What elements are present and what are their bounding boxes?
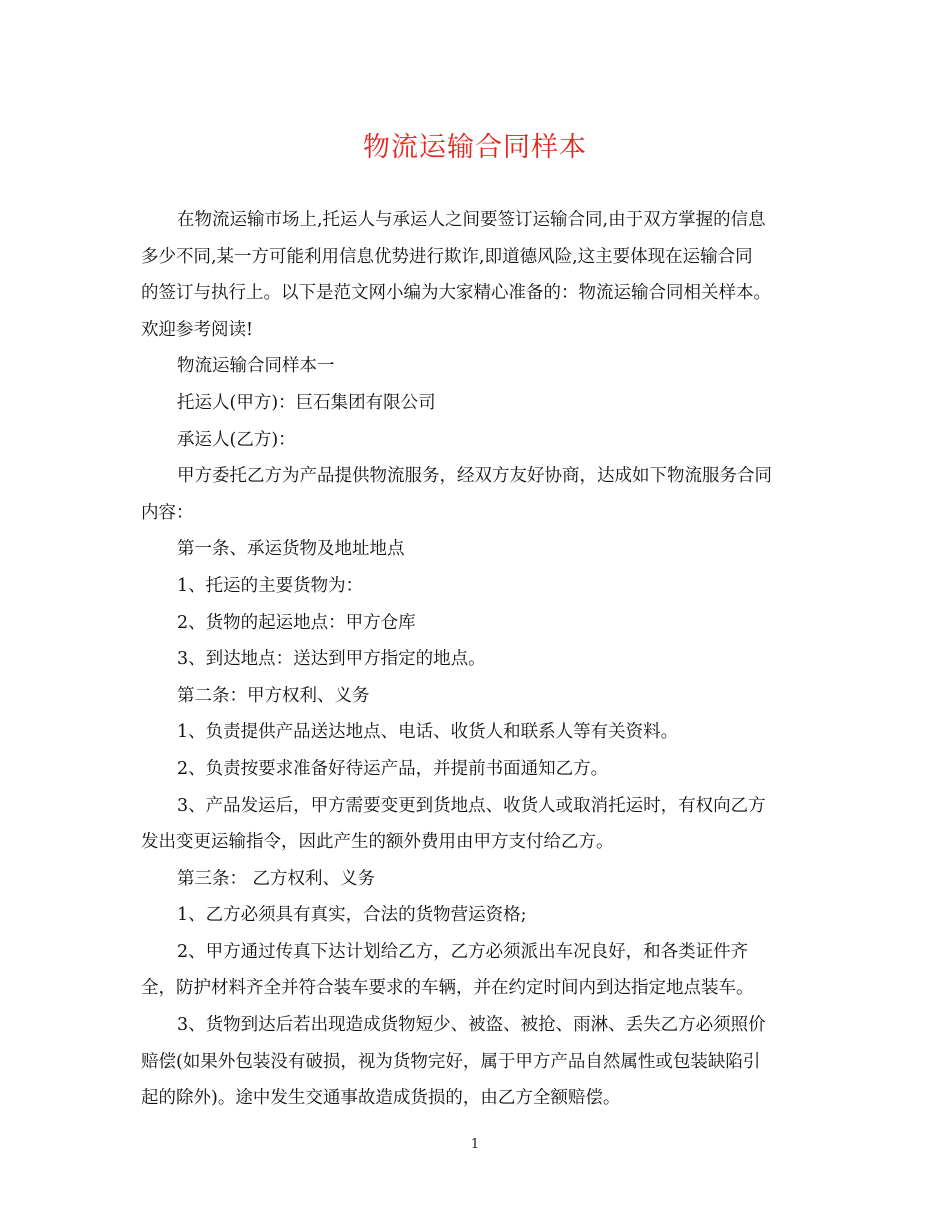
article2-item: 1、负责提供产品送达地点、电话、收货人和联系人等有关资料。 xyxy=(177,722,679,743)
article2-item-line: 发出变更运输指令，因此产生的额外费用由甲方支付给乙方。 xyxy=(141,832,614,853)
intro-line: 的签订与执行上。以下是范文网小编为大家精心准备的：物流运输合同相关样本。 xyxy=(141,283,771,304)
article1-item: 2、货物的起运地点：甲方仓库 xyxy=(177,612,416,633)
intro-line: 在物流运输市场上,托运人与承运人之间要签订运输合同,由于双方掌握的信息 xyxy=(177,210,766,230)
article3-item-line: 全，防护材料齐全并符合装车要求的车辆，并在约定时间内到达指定地点装车。 xyxy=(141,978,754,999)
article2-item: 2、负责按要求准备好待运产品，并提前书面通知乙方。 xyxy=(177,758,609,779)
article1-heading: 第一条、承运货物及地址地点 xyxy=(177,539,405,560)
shipper-line: 托运人(甲方)：巨石集团有限公司 xyxy=(177,392,436,413)
article3-item-line: 赔偿(如果外包装没有破损，视为货物完好，属于甲方产品自然属性或包装缺陷引 xyxy=(141,1051,761,1072)
article3-item-line: 起的除外)。途中发生交通事故造成货损的，由乙方全额赔偿。 xyxy=(141,1088,621,1109)
article2-item-line: 3、产品发运后，甲方需要变更到货地点、收货人或取消托运时，有权向乙方 xyxy=(177,795,766,816)
article3-item-paragraph xyxy=(141,1007,811,1117)
intro-line: 多少不同,某一方可能利用信息优势进行欺诈,即道德风险,这主要体现在运输合同 xyxy=(141,246,753,267)
article3-item-line: 3、货物到达后若出现造成货物短少、被盗、被抢、雨淋、丢失乙方必须照价 xyxy=(177,1015,766,1036)
preamble-line: 甲方委托乙方为产品提供物流服务，经双方友好协商，达成如下物流服务合同 xyxy=(177,466,772,487)
article2-item-paragraph xyxy=(141,788,811,861)
document-body xyxy=(141,202,811,1117)
carrier-line: 承运人(乙方)： xyxy=(177,429,296,450)
article1-item: 1、托运的主要货物为： xyxy=(177,575,364,596)
document-title: 物流运输合同样本 xyxy=(363,132,587,163)
preamble-line: 内容： xyxy=(141,502,194,523)
page-number: 1 xyxy=(470,1137,480,1152)
article2-heading: 第二条：甲方权利、义务 xyxy=(177,685,370,706)
sample-heading: 物流运输合同样本一 xyxy=(177,356,335,377)
article3-heading: 第三条： 乙方权利、义务 xyxy=(177,868,376,889)
article3-item-paragraph xyxy=(141,934,811,1007)
intro-line: 欢迎参考阅读! xyxy=(141,319,254,340)
article3-item: 1、乙方必须具有真实，合法的货物营运资格; xyxy=(177,905,527,926)
article1-item: 3、到达地点：送达到甲方指定的地点。 xyxy=(177,649,486,670)
preamble-paragraph xyxy=(141,458,811,531)
article3-item-line: 2、甲方通过传真下达计划给乙方，乙方必须派出车况良好，和各类证件齐 xyxy=(177,941,749,962)
intro-paragraph xyxy=(141,202,811,348)
